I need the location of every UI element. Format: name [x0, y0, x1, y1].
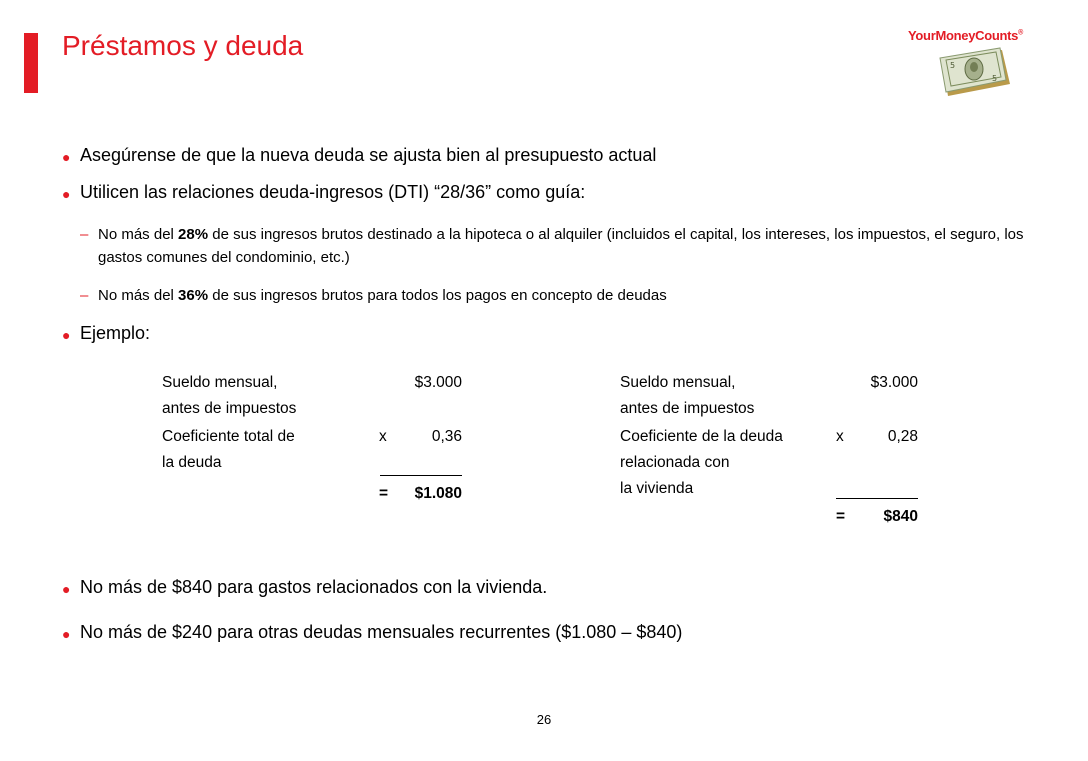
title-accent-bar	[24, 33, 38, 93]
example-left-equals-sign: =	[379, 485, 389, 502]
svg-text:5: 5	[950, 61, 956, 70]
bullet-text: No más de $240 para otras deudas mensuales recurrentes ($1.080 – $840)	[80, 622, 683, 642]
money-stack-icon	[934, 46, 1014, 102]
example-left-row1-label: Sueldo mensual,	[162, 374, 278, 391]
example-right-multiply-sign: x	[836, 428, 844, 445]
logo-text	[908, 28, 1023, 43]
bullet-marker: ●	[62, 626, 71, 642]
example-right-sum-line	[836, 498, 918, 499]
example-left-row2-label-cont: la deuda	[162, 454, 222, 471]
example-left-row2-value: 0,36	[431, 428, 462, 445]
sub-bullet-marker: –	[80, 287, 89, 304]
example-right-row2-label-cont: relacionada con	[620, 454, 730, 471]
example-right-equals-sign: =	[836, 508, 846, 525]
logo-name: YourMoneyCounts	[908, 28, 1019, 43]
example-right-row1-label-cont: antes de impuestos	[620, 400, 755, 417]
svg-text:5: 5	[992, 74, 998, 83]
bullet-marker: ●	[62, 581, 71, 597]
example-right-row2-label-cont2: la vivienda	[620, 480, 694, 497]
example-left-row1-value: $3.000	[414, 374, 462, 391]
sub-bullet-marker: –	[80, 226, 89, 243]
page-title: Préstamos y deuda	[62, 30, 304, 61]
example-right-row2-label: Coeficiente de la deuda	[620, 428, 783, 445]
example-left-result: $1.080	[414, 485, 462, 502]
sub-bullet-text: No más del 36% de sus ingresos brutos para todos los pagos en concepto de deudas	[98, 287, 667, 304]
bullet-text: No más de $840 para gastos relacionados con la vivienda.	[80, 577, 548, 597]
example-left-sum-line	[380, 475, 462, 476]
example-right-row2-value: 0,28	[887, 428, 918, 445]
example-left-multiply-sign: x	[379, 428, 387, 445]
bullet-text: Asegúrense de que la nueva deuda se ajusta bien al presupuesto actual	[80, 145, 657, 165]
sub-bullet-text: No más del 28% de sus ingresos brutos destinado a la hipoteca o al alquiler (incluidos el capital, los intereses, los impuestos, el seguro, los gastos comunes del condominio, etc.)	[98, 226, 1024, 266]
example-right-row1-label: Sueldo mensual,	[620, 374, 736, 391]
bullet-text: Ejemplo:	[80, 323, 151, 343]
example-left-row1-label-cont: antes de impuestos	[162, 400, 297, 417]
bullet-text: Utilicen las relaciones deuda-ingresos (DTI) “28/36” como guía:	[80, 182, 586, 202]
page-number: 26	[536, 712, 552, 727]
example-right-row1-value: $3.000	[870, 374, 918, 391]
bullet-marker: ●	[62, 149, 71, 165]
bullet-marker: ●	[62, 186, 71, 202]
logo-registered-mark: ®	[1018, 29, 1023, 37]
example-right-result: $840	[883, 508, 918, 525]
bullet-marker: ●	[62, 327, 71, 343]
example-left-row2-label: Coeficiente total de	[162, 428, 295, 445]
logo	[908, 28, 1036, 100]
